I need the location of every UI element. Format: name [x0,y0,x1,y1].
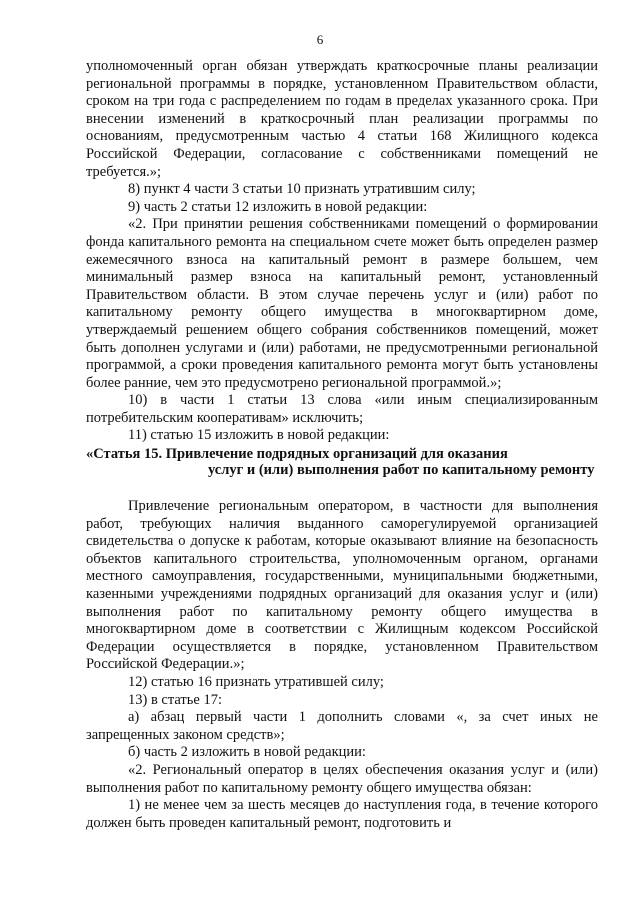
paragraph-item-13: 13) в статье 17: [128,691,222,708]
page-number: 6 [316,32,324,47]
paragraph-quoted-part-2-operator: «2. Региональный оператор в целях обеспечения оказания услуг и (или) выполнения работ по капитальному ремонту общего имущества обязан: [86,761,598,796]
article-heading-first-line: «Статья 15. Привлечение подрядных организаций для оказания [86,446,508,463]
article-15-heading [86,447,598,478]
spacer [86,478,598,498]
paragraph-subitem-1: 1) не менее чем за шесть месяцев до наступления года, в течение которого должен быть проведен капитальный ремонт, подготовить и [86,797,598,831]
article-15-body [86,498,598,832]
paragraph-quoted-part-2: «2. При принятии решения собственниками помещений о формировании фонда капитального ремонта на специальном счете может быть определен размер ежемесячного взноса на капитальный ремонт в размере большем, чем минимальный размер взноса на капитальный ремонт, установленный Правительством области. В этом случае перечень услуг и (или) работ по капитальному ремонту общего имущества в многоквартирном доме, утверждаемый решением общего собрания собственников помещений, может быть дополнен услугами и (или) работами, не предусмотренными региональной программой, а сроки проведения капитального ремонта могут быть установлены более ранние, чем это предусмотрено региональной программой.»; [86,216,598,391]
paragraph-item-9: 9) часть 2 статьи 12 изложить в новой редакции: [128,198,428,215]
paragraph-item-13b: б) часть 2 изложить в новой редакции: [128,744,366,761]
paragraph-item-13a: а) абзац первый части 1 дополнить словами «, за счет иных не запрещенных законом средств»; [86,709,598,743]
paragraph-article-15-text: Привлечение региональным оператором, в частности для выполнения работ, требующих наличия выданного саморегулируемой организацией свидетельства о допуске к работам, которые оказывают влияние на безопасность объектов капитального строительства, уполномоченным органом, органами местного самоуправления, государственными, муниципальными бюджетными, казенными учреждениями подрядных организаций для оказания услуг и (или) выполнения работ по капитальному ремонту общего имущества в многоквартирном доме в соответствии с Жилищным кодексом Российской Федерации осуществляется в порядке, установленном Правительством Российской Федерации.»; [86,498,598,673]
paragraph-continuation: уполномоченный орган обязан утверждать краткосрочные планы реализации региональной программы в порядке, установленном Правительством области, сроком на три года с распределением по годам в пределах указанного срока. При внесении изменений в краткосрочный план реализации программы по основаниям, предусмотренным частью 4 статьи 168 Жилищного кодекса Российской Федерации, согласование с собственниками помещений не требуется.»; [86,58,598,180]
article-heading-rest: услуг и (или) выполнения работ по капитальному ремонту [208,461,595,478]
paragraph-item-10: 10) в части 1 статьи 13 слова «или иным специализированным потребительским кооперативам» исключить; [86,392,598,426]
paragraph-item-12: 12) статью 16 признать утратившей силу; [128,674,384,690]
paragraph-item-8: 8) пункт 4 части 3 статьи 10 признать утратившим силу; [128,181,476,198]
paragraph-item-11: 11) статью 15 изложить в новой редакции: [128,427,390,444]
document-body [86,58,598,832]
